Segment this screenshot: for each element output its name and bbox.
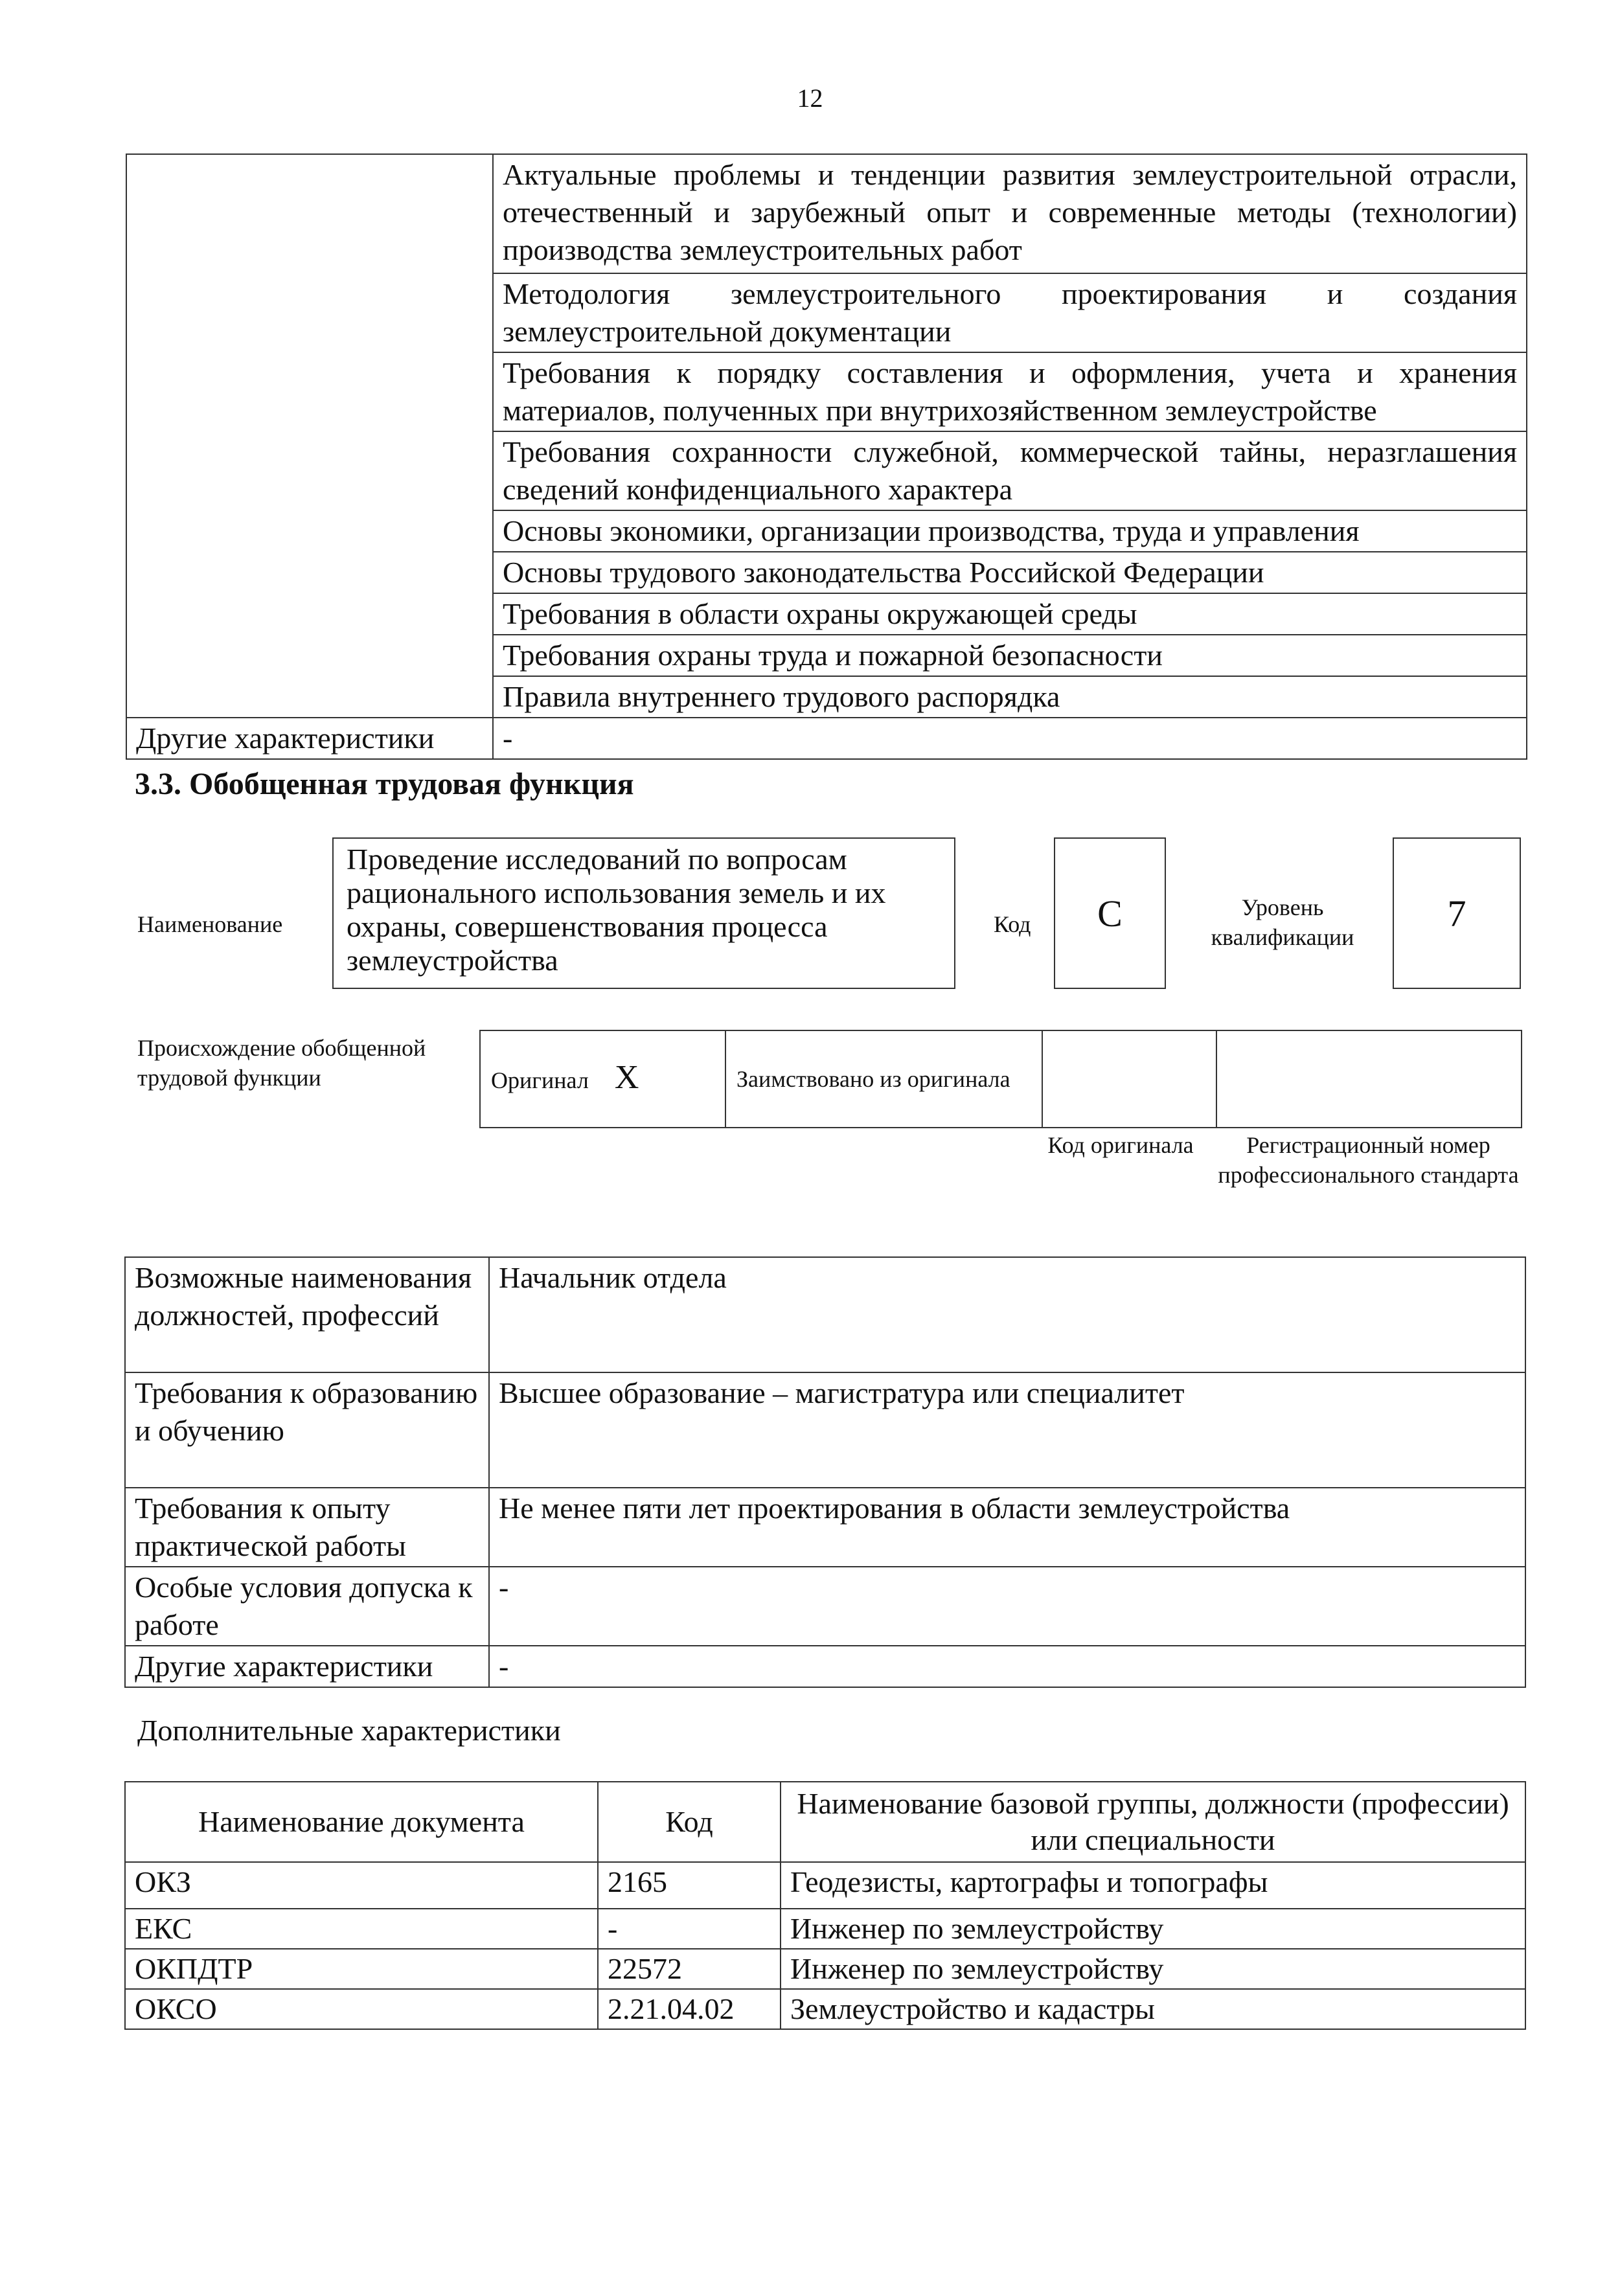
original-cell	[480, 1030, 725, 1128]
knowledge-item: Основы трудового законодательства Российской Федерации	[493, 552, 1527, 593]
table-cell: 22572	[598, 1949, 781, 1989]
knowledge-item: Основы экономики, организации производства, труда и управления	[493, 510, 1527, 552]
qualification-row-label: Требования к образованию и обучению	[125, 1372, 489, 1488]
knowledge-table	[126, 153, 1527, 760]
table-cell: ОКСО	[125, 1989, 598, 2029]
additional-characteristics-table	[124, 1781, 1526, 2030]
table-cell: Геодезисты, картографы и топографы	[781, 1862, 1525, 1909]
header-code: Код	[598, 1782, 781, 1862]
qualification-row-label: Требования к опыту практической работы	[125, 1488, 489, 1567]
additional-characteristics-title: Дополнительные характеристики	[137, 1714, 561, 1747]
knowledge-item: Требования в области охраны окружающей среды	[493, 593, 1527, 635]
table-cell: Землеустройство и кадастры	[781, 1989, 1525, 2029]
borrowed-label: Заимствовано из оригинала	[725, 1030, 1042, 1128]
qualification-row-value: Высшее образование – магистратура или специалитет	[489, 1372, 1525, 1488]
table-cell: Инженер по землеустройству	[781, 1949, 1525, 1989]
qualification-row-value: Начальник отдела	[489, 1257, 1525, 1372]
knowledge-table-left-cell	[126, 154, 493, 718]
qualification-row-value: -	[489, 1646, 1525, 1687]
origin-label: Происхождение обобщенной трудовой функции	[137, 1035, 426, 1091]
qualification-row-value: -	[489, 1567, 1525, 1646]
table-cell: 2165	[598, 1862, 781, 1909]
knowledge-item: Требования сохранности служебной, коммерческой тайны, неразглашения сведений конфиденциального характера	[493, 431, 1527, 510]
qualification-table	[124, 1256, 1526, 1688]
original-code-cell	[1042, 1030, 1216, 1128]
qualification-row-label: Другие характеристики	[125, 1646, 489, 1687]
knowledge-item: Требования охраны труда и пожарной безопасности	[493, 635, 1527, 676]
function-code-box: C	[1054, 837, 1166, 989]
section-title: 3.3. Обобщенная трудовая функция	[135, 767, 634, 801]
origin-table	[479, 1030, 1522, 1128]
knowledge-item: Требования к порядку составления и оформления, учета и хранения материалов, полученных при внутрихозяйственном землеустройстве	[493, 352, 1527, 431]
function-name-box: Проведение исследований по вопросам рационального использования земель и их охраны, совершенствования процесса землеустройства	[332, 837, 955, 989]
header-group: Наименование базовой группы, должности (профессии) или специальности	[781, 1782, 1525, 1862]
table-cell: Инженер по землеустройству	[781, 1909, 1525, 1949]
table-cell: 2.21.04.02	[598, 1989, 781, 2029]
qualification-row-label: Возможные наименования должностей, профессий	[125, 1257, 489, 1372]
table-cell: ОКЗ	[125, 1862, 598, 1909]
other-characteristics-value: -	[493, 718, 1527, 759]
code-label: Код	[994, 911, 1031, 937]
name-label: Наименование	[137, 911, 283, 937]
page-number: 12	[797, 84, 823, 113]
registration-number-cell	[1216, 1030, 1522, 1128]
knowledge-item: Правила внутреннего трудового распорядка	[493, 676, 1527, 718]
original-label: Оригинал	[491, 1067, 589, 1093]
qualification-row-value: Не менее пяти лет проектирования в области землеустройства	[489, 1488, 1525, 1567]
table-cell: -	[598, 1909, 781, 1949]
qualification-row-label: Особые условия допуска к работе	[125, 1567, 489, 1646]
qualification-level-label: Уровень квалификации	[1211, 894, 1354, 950]
other-characteristics-label: Другие характеристики	[126, 718, 493, 759]
qualification-level-box: 7	[1393, 837, 1521, 989]
header-document: Наименование документа	[125, 1782, 598, 1862]
knowledge-item: Методология землеустроительного проектирования и создания землеустроительной документации	[493, 273, 1527, 352]
original-mark: X	[614, 1059, 639, 1096]
table-cell: ОКПДТР	[125, 1949, 598, 1989]
table-cell: ЕКС	[125, 1909, 598, 1949]
knowledge-item: Актуальные проблемы и тенденции развития землеустроительной отрасли, отечественный и зарубежный опыт и современные методы (технологии) производства землеустроительных работ	[493, 154, 1527, 273]
registration-number-caption: Регистрационный номер профессионального стандарта	[1218, 1132, 1519, 1188]
original-code-caption: Код оригинала	[1047, 1132, 1194, 1158]
